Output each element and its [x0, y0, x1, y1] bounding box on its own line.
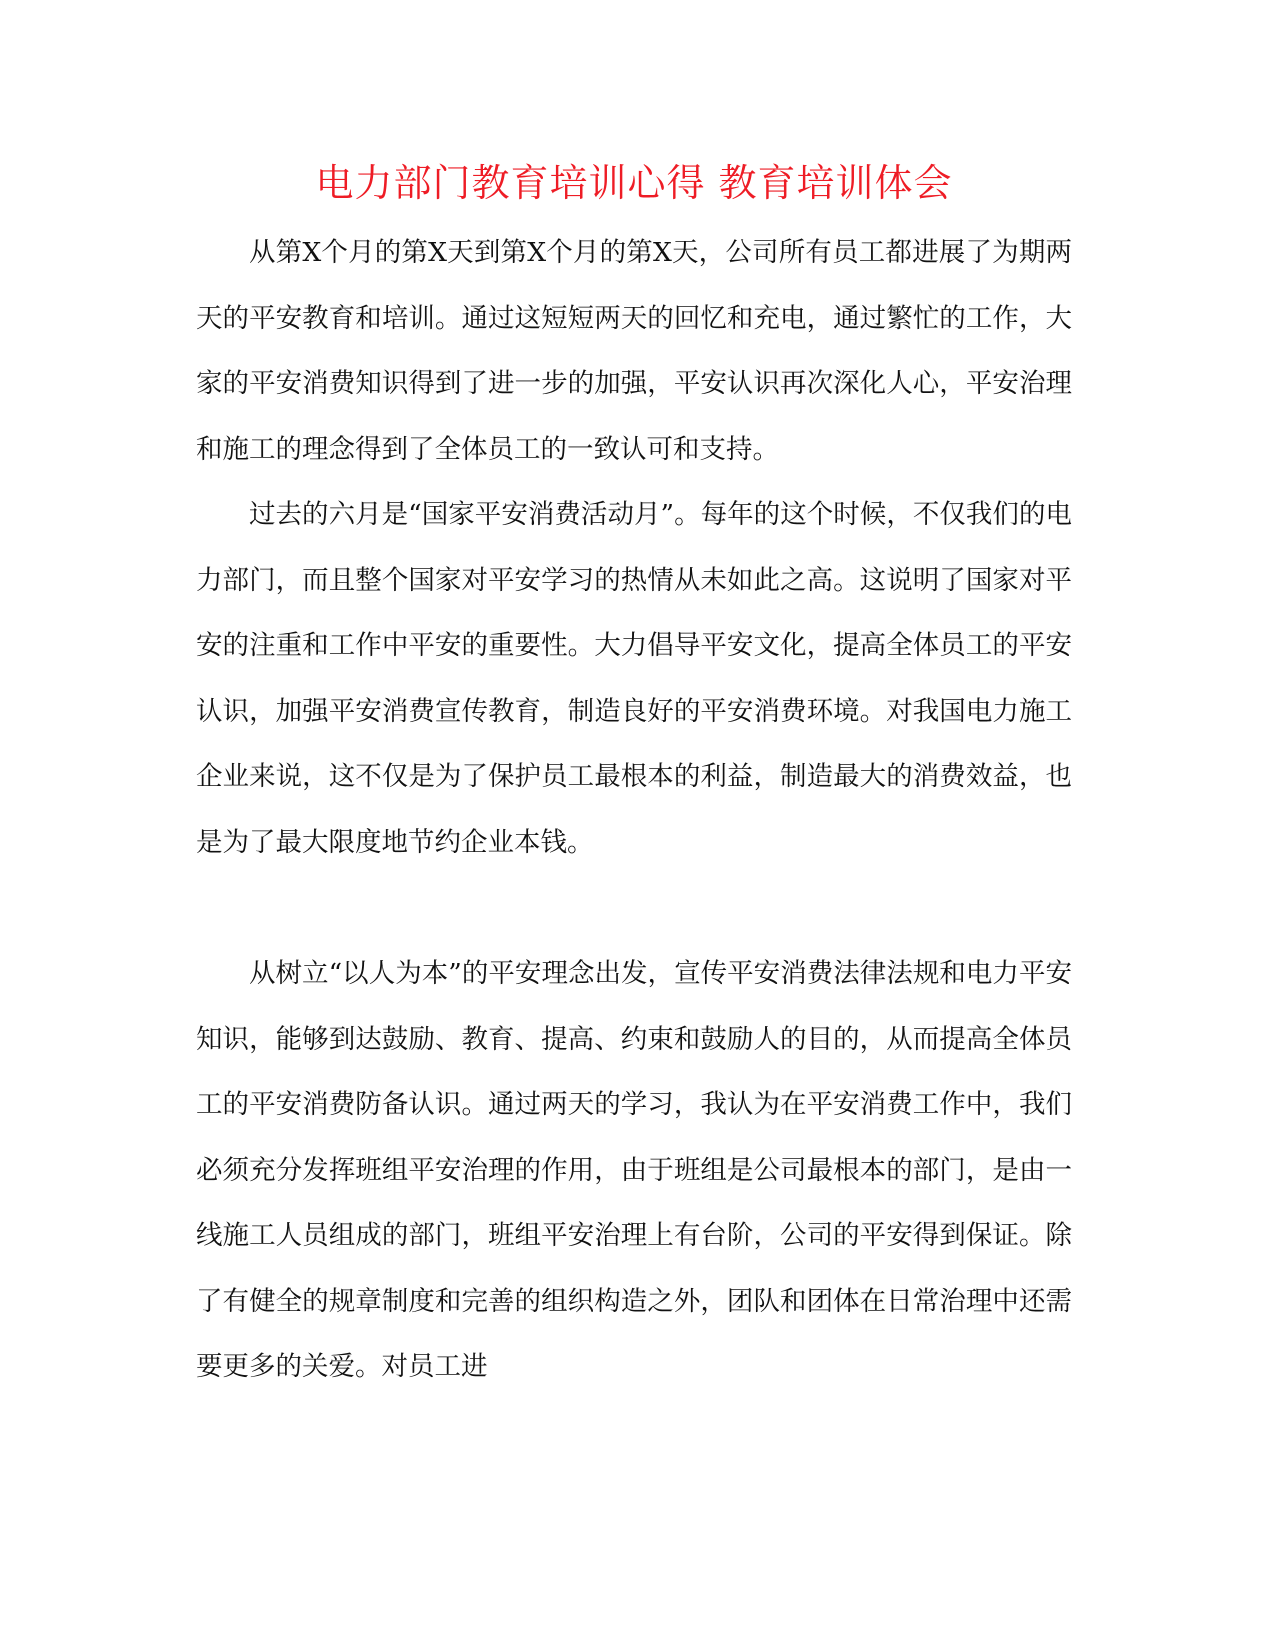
- body-paragraph-2: 过去的六月是“国家平安消费活动月”。每年的这个时候，不仅我们的电力部门，而且整个国家对平安学习的热情从未如此之高。这说明了国家对平安的注重和工作中平安的重要性。大力倡导平安文化，提高全体员工的平安认识，加强平安消费宣传教育，制造良好的平安消费环境。对我国电力施工企业来说，这不仅是为了保护员工最根本的利益，制造最大的消费效益，也是为了最大限度地节约企业本钱。: [196, 499, 1072, 858]
- body-paragraph-1: 从第X个月的第X天到第X个月的第X天，公司所有员工都进展了为期两天的平安教育和培训。通过这短短两天的回忆和充电，通过繁忙的工作，大家的平安消费知识得到了进一步的加强，平安认识再次深化人心，平安治理和施工的理念得到了全体员工的一致认可和支持。: [196, 237, 1072, 465]
- document-body: [196, 220, 1072, 1400]
- body-paragraph-3: 从树立“以人为本”的平安理念出发，宣传平安消费法律法规和电力平安知识，能够到达鼓励、教育、提高、约束和鼓励人的目的，从而提高全体员工的平安消费防备认识。通过两天的学习，我认为在平安消费工作中，我们必须充分发挥班组平安治理的作用，由于班组是公司最根本的部门，是由一线施工人员组成的部门，班组平安治理上有台阶，公司的平安得到保证。除了有健全的规章制度和完善的组织构造之外，团队和团体在日常治理中还需要更多的关爱。对员工进: [196, 958, 1072, 1382]
- document-title: 电力部门教育培训心得 教育培训体会: [315, 161, 953, 205]
